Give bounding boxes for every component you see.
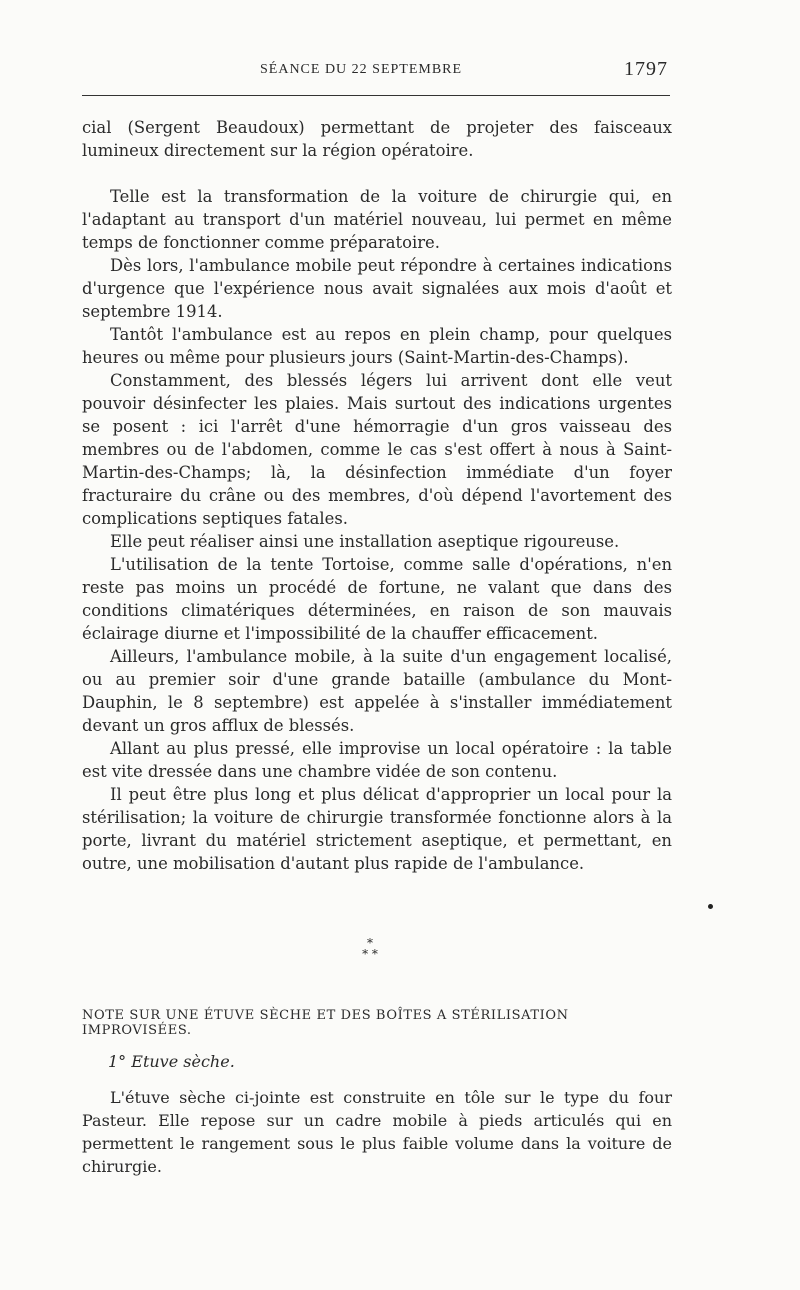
note-text — [82, 1086, 672, 1178]
margin-mark — [708, 904, 713, 909]
asterism — [340, 938, 400, 968]
paragraph: Il peut être plus long et plus délicat d'approprier un local pour la stérilisation; la voiture de chirurgie transformée fonctionne alors à la porte, livrant du matériel strictement aseptique, et permettant, en outre, une mobilisation d'autant plus rapide de l'ambulance. — [82, 785, 672, 873]
note-title: NOTE SUR UNE ÉTUVE SÈCHE ET DES BOÎTES A STÉRILISATION IMPROVISÉES. — [82, 1008, 569, 1038]
note-paragraph: L'étuve sèche ci-jointe est construite en tôle sur le type du four Pasteur. Elle repose sur un cadre mobile à pieds articulés qui en permettent le rangement sous le plus faible volume dans la voiture de chirurgie. — [82, 1088, 672, 1176]
paragraph: cial (Sergent Beaudoux) permettant de projeter des faisceaux lumineux directement sur la région opératoire. — [82, 118, 672, 160]
paragraph-gap — [82, 162, 672, 185]
note-subheading: 1° Etuve sèche. — [108, 1052, 235, 1071]
paragraph: L'utilisation de la tente Tortoise, comme salle d'opérations, n'en reste pas moins un procédé de fortune, ne valant que dans des conditions climatériques déterminées, en raison de son mauvais éclairage diurne et l'impossibilité de la chauffer efficacement. — [82, 555, 672, 643]
paragraph: Constamment, des blessés légers lui arrivent dont elle veut pouvoir désinfecter les plaies. Mais surtout des indications urgentes se posent : ici l'arrêt d'une hémorragie d'un gros vaisseau des membres ou de l'abdomen, comme le cas s'est offert à nous à Saint-Martin-des-Champs; là, la désinfection immédiate d'un foyer fracturaire du crâne ou des membres, d'où dépend l'avortement des complications septiques fatales. — [82, 371, 672, 528]
paragraph: Elle peut réaliser ainsi une installation aseptique rigoureuse. — [110, 532, 620, 551]
paragraph: Telle est la transformation de la voiture de chirurgie qui, en l'adaptant au transport d'un matériel nouveau, lui permet en même temps de fonctionner comme préparatoire. — [82, 187, 672, 252]
page-number: 1797 — [624, 58, 668, 80]
running-title: SÉANCE DU 22 SEPTEMBRE — [260, 62, 463, 77]
paragraph: Tantôt l'ambulance est au repos en plein champ, pour quelques heures ou même pour plusieurs jours (Saint-Martin-des-Champs). — [82, 325, 672, 367]
paragraph: Dès lors, l'ambulance mobile peut répondre à certaines indications d'urgence que l'expérience nous avait signalées aux mois d'août et septembre 1914. — [82, 256, 672, 321]
page-header — [82, 58, 670, 88]
asterism-top: * — [367, 936, 373, 950]
paragraph: Ailleurs, l'ambulance mobile, à la suite d'un engagement localisé, ou au premier soir d'une grande bataille (ambulance du Mont-Dauphin, le 8 septembre) est appelée à s'installer immédiatement devant un gros afflux de blessés. — [82, 647, 672, 735]
paragraph: Allant au plus pressé, elle improvise un local opératoire : la table est vite dressée dans une chambre vidée de son contenu. — [82, 739, 672, 781]
main-text — [82, 116, 672, 875]
header-rule — [82, 95, 670, 96]
asterism-bottom: * * — [362, 947, 378, 961]
